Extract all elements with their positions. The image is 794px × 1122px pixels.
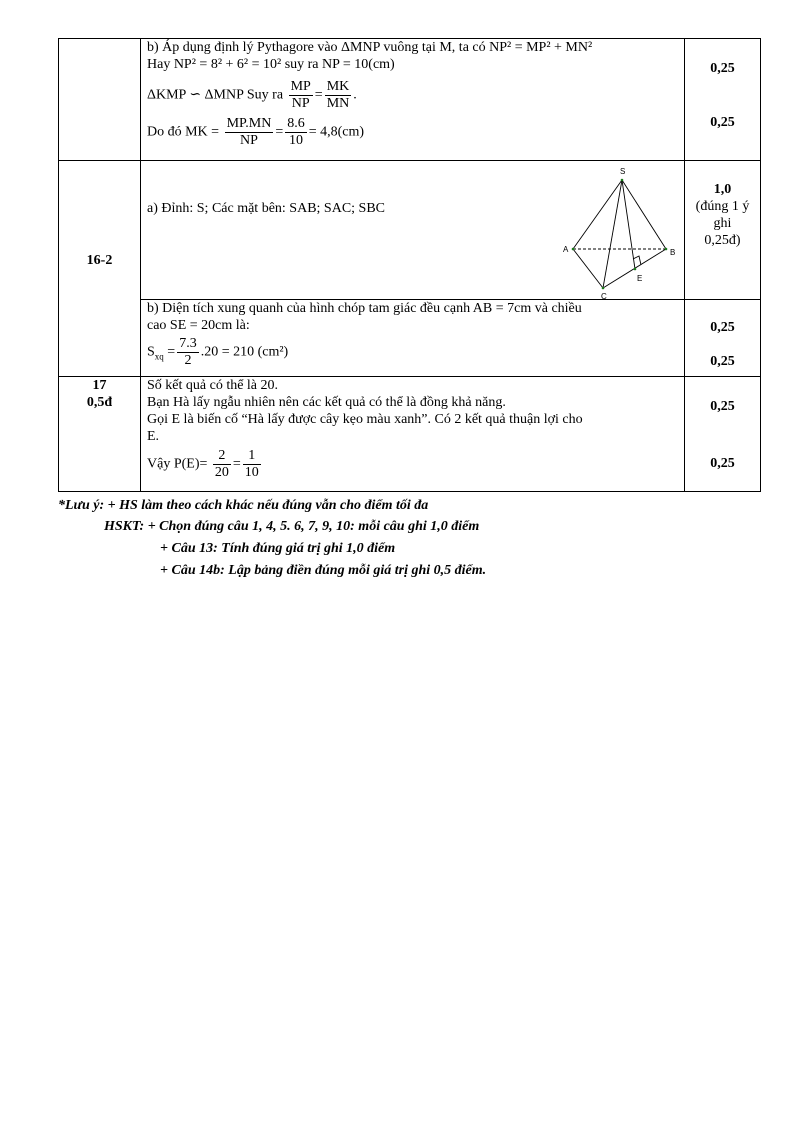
score-note: (đúng 1 ý <box>695 199 750 214</box>
label-c: C <box>601 292 607 300</box>
fraction-mk-mn <box>325 79 352 112</box>
vertex-b <box>665 248 668 251</box>
fraction-numerator: 8.6 <box>287 116 305 131</box>
table-row <box>59 377 761 492</box>
score-value: 0,25 <box>710 399 735 414</box>
score-cell <box>685 161 761 300</box>
fraction-denominator: NP <box>291 96 310 111</box>
score-value: 0,25 <box>710 354 735 369</box>
edge-sb <box>622 180 666 249</box>
fraction-numerator: 2 <box>213 448 231 465</box>
fraction-mp-np <box>289 79 313 112</box>
solution-line: a) Đỉnh: S; Các mặt bên: SAB; SAC; SBC <box>147 201 386 216</box>
equals-sign: = <box>275 124 284 140</box>
similarity-prefix: ΔKMP ∽ ΔMNP Suy ra <box>147 87 284 103</box>
solution-line: Số kết quả có thể là 20. <box>147 378 279 393</box>
solution-line: Hay NP² = 8² + 6² = 10² suy ra NP = 10(cm) <box>147 57 395 72</box>
similarity-line <box>147 79 678 112</box>
score-cell <box>685 39 761 161</box>
fraction-denominator: 20 <box>214 465 229 480</box>
fraction-1-10 <box>243 448 261 481</box>
note-line: HSKT: + Chọn đúng câu 1, 4, 5. 6, 7, 9, 10: mỗi câu ghi 1,0 điểm <box>104 519 480 534</box>
score-value: 0,25 <box>710 115 735 130</box>
fraction-denominator: MN <box>326 96 350 111</box>
vertex-s <box>621 179 624 182</box>
fraction-86-10 <box>285 116 307 149</box>
note-line: *Lưu ý: + HS làm theo cách khác nếu đúng vẫn cho điểm tối đa <box>58 498 429 513</box>
fraction-denominator: 10 <box>244 465 259 480</box>
fraction-numerator: 7.3 <box>179 336 197 351</box>
question-label-cell <box>59 161 141 377</box>
table-row <box>59 161 761 300</box>
fraction-denominator: NP <box>240 133 258 148</box>
label-b: B <box>670 248 676 257</box>
edge-ac <box>573 249 603 288</box>
equals-sign: = <box>232 456 241 472</box>
table-row <box>59 39 761 161</box>
score-value: 0,25 <box>710 61 735 76</box>
probability-prefix: Vậy P(E)= <box>147 456 208 472</box>
solution-line: E. <box>147 429 160 444</box>
area-formula-line <box>147 336 678 369</box>
score-cell <box>685 377 761 492</box>
score-cell <box>685 300 761 377</box>
question-points: 0,5đ <box>86 395 113 410</box>
solution-line: b) Diện tích xung quanh của hình chóp tam giác đều cạnh AB = 7cm và chiều <box>147 301 582 316</box>
fraction-numerator: MK <box>326 79 350 94</box>
label-a: A <box>563 245 569 254</box>
note-line: + Câu 13: Tính đúng giá trị ghi 1,0 điểm <box>160 541 396 556</box>
probability-line <box>147 448 678 481</box>
edge-sa <box>573 180 622 249</box>
solution-cell <box>141 377 685 492</box>
fraction-numerator: MP.MN <box>226 116 272 131</box>
area-subscript: xq <box>154 351 164 362</box>
result-prefix: Do đó MK = <box>147 124 220 140</box>
table-row <box>59 300 761 377</box>
area-symbol: S <box>147 344 155 360</box>
question-label: 16-2 <box>86 253 113 268</box>
fraction-73-2 <box>177 336 199 369</box>
vertex-a <box>572 248 575 251</box>
vertex-e <box>634 268 637 271</box>
label-e: E <box>637 274 643 283</box>
solution-line: b) Áp dụng định lý Pythagore vào ΔMNP vuông tại M, ta có NP² = MP² + MN² <box>147 40 593 55</box>
edge-se <box>622 180 635 269</box>
score-note: ghi <box>713 216 732 231</box>
result-line <box>147 116 678 149</box>
fraction-denominator: 2 <box>184 353 192 368</box>
solution-cell <box>141 300 685 377</box>
fraction-denominator: 10 <box>288 133 303 148</box>
result-suffix: = 4,8(cm) <box>308 124 365 140</box>
score-value: 0,25 <box>710 456 735 471</box>
area-tail: .20 = 210 (cm²) <box>200 344 289 360</box>
solution-line: Bạn Hà lấy ngẫu nhiên nên các kết quả có thể là đồng khả năng. <box>147 395 506 410</box>
solution-cell <box>141 39 685 161</box>
solution-line: cao SE = 20cm là: <box>147 318 250 333</box>
fraction-mpmn-np <box>225 116 274 149</box>
score-value: 1,0 <box>713 182 732 197</box>
question-cell <box>59 39 141 161</box>
label-s: S <box>620 167 626 176</box>
fraction-2-20 <box>213 448 231 481</box>
score-note: 0,25đ) <box>704 233 741 248</box>
solution-line: Gọi E là biến cố “Hà lấy được cây kẹo màu xanh”. Có 2 kết quả thuận lợi cho <box>147 412 583 427</box>
fraction-numerator: 1 <box>243 448 261 465</box>
fraction-numerator: MP <box>290 79 311 94</box>
pyramid-figure <box>549 165 679 300</box>
note-line: + Câu 14b: Lập bảng điền đúng mỗi giá trị ghi 0,5 điểm. <box>160 563 487 578</box>
line-suffix: . <box>353 87 357 103</box>
edge-sc <box>603 180 622 288</box>
grading-table <box>58 38 761 492</box>
equals-sign: = <box>167 344 176 360</box>
score-value: 0,25 <box>710 320 735 335</box>
question-label: 17 <box>92 378 107 393</box>
vertex-c <box>602 287 605 290</box>
equals-sign: = <box>314 87 323 103</box>
question-label-cell <box>59 377 141 492</box>
solution-cell <box>141 161 685 300</box>
